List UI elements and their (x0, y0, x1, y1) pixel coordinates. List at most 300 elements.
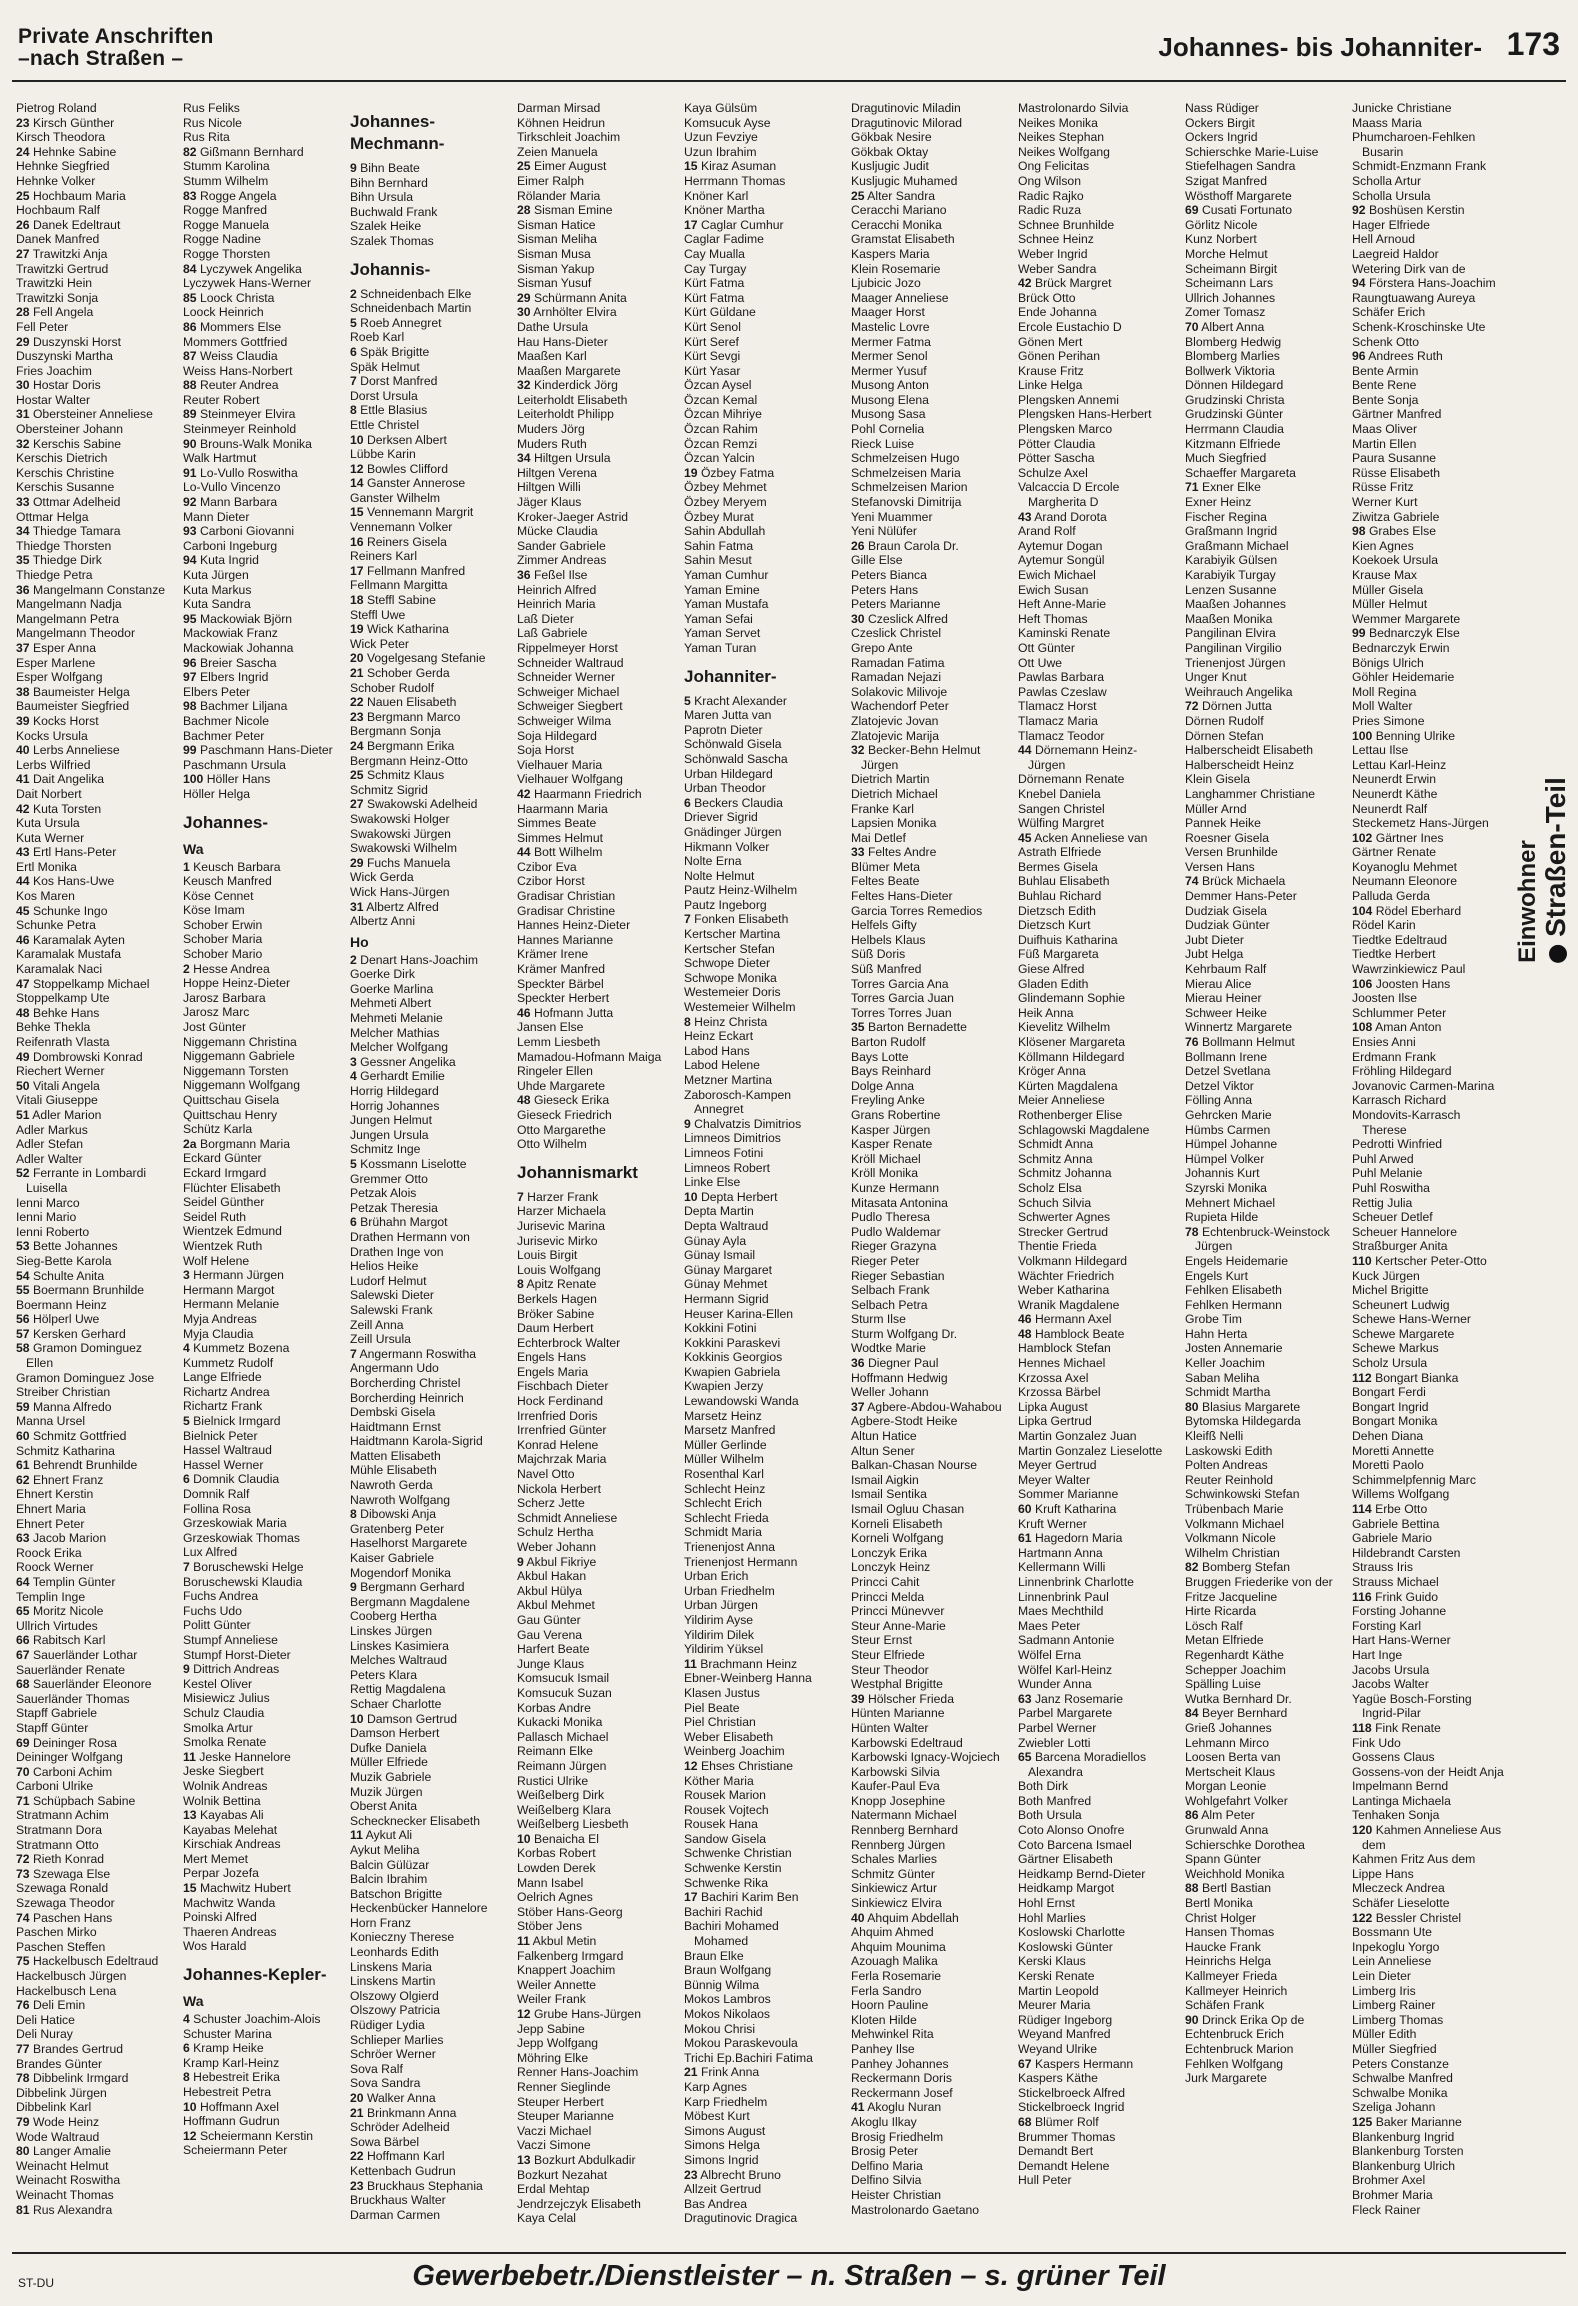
resident-name: Mermer Yusuf (851, 363, 927, 378)
resident-name: Yeni Nülüfer (851, 524, 917, 539)
resident-name: Dittrich Andreas (193, 1662, 280, 1677)
resident-name: Bott Wilhelm (533, 845, 603, 860)
resident-entry (350, 447, 513, 462)
resident-entry (183, 1312, 346, 1327)
resident-name: Heinrichs Helga (1185, 1954, 1272, 1969)
resident-entry (1185, 130, 1348, 145)
resident-entry (684, 1978, 847, 1993)
resident-name: Konrad Helene (517, 1437, 599, 1452)
resident-entry (851, 203, 1014, 218)
resident-name: Michel Brigitte (1352, 1283, 1429, 1298)
house-number: 47 (16, 976, 30, 991)
resident-entry (1352, 670, 1512, 685)
resident-entry (183, 2100, 346, 2115)
district-heading: Ho (350, 933, 369, 950)
resident-entry (1352, 1283, 1512, 1298)
resident-name: Harfert Beate (517, 1642, 590, 1657)
resident-name: Vitali Giuseppe (16, 1093, 98, 1108)
resident-entry (16, 758, 179, 773)
resident-entry (1185, 407, 1348, 422)
resident-name: Lange Elfriede (183, 1370, 262, 1385)
resident-name: Bongart Bianka (1375, 1370, 1459, 1385)
resident-entry (183, 1472, 346, 1487)
resident-entry (851, 2203, 1014, 2218)
resident-name: Garcia Torres Remedios (851, 903, 983, 918)
resident-name: Bytomska Hildegarda (1185, 1414, 1301, 1429)
resident-entry (851, 1560, 1014, 1575)
resident-name: Ienni Marco (16, 1195, 80, 1210)
resident-entry (183, 1706, 346, 1721)
resident-entry (1185, 393, 1348, 408)
resident-name: Kirsch Theodora (16, 130, 106, 145)
resident-entry (1352, 699, 1512, 714)
resident-entry (183, 305, 346, 320)
resident-entry (684, 1569, 847, 1584)
resident-name: Baumeister Siegfried (16, 699, 130, 714)
resident-entry (183, 1648, 346, 1663)
resident-name: Kocks Ursula (16, 728, 88, 743)
house-number: 122 (1352, 1910, 1373, 1925)
resident-entry (183, 159, 346, 174)
house-number: 80 (1185, 1399, 1199, 1414)
resident-entry (684, 174, 847, 189)
resident-entry (183, 656, 346, 671)
resident-entry (350, 1201, 513, 1216)
resident-name: Fell Angela (32, 305, 94, 320)
resident-entry (851, 174, 1014, 189)
resident-name: Gökbak Nesire (851, 130, 932, 145)
resident-name: Schäfen Frank (1185, 1998, 1265, 2013)
house-number: 22 (350, 695, 364, 710)
resident-name: Linskens Maria (350, 1959, 432, 1974)
resident-entry (1352, 2071, 1512, 2086)
resident-entry (684, 422, 847, 437)
house-number: 30 (16, 378, 30, 393)
resident-name: Neikes Stephan (1018, 130, 1105, 145)
resident-name: Weber Johann (517, 1540, 597, 1554)
resident-entry (183, 1181, 346, 1196)
house-number: 8 (684, 1014, 691, 1029)
resident-name: Reuter Andrea (199, 378, 279, 393)
resident-name: Bruckhaus Walter (350, 2193, 446, 2208)
resident-entry (851, 2071, 1014, 2086)
resident-name: Rieth Konrad (32, 1852, 105, 1867)
resident-name: Maager Horst (851, 305, 925, 320)
resident-entry (851, 874, 1014, 889)
resident-name: Frink Guido (1375, 1589, 1439, 1604)
resident-entry (1185, 1940, 1348, 1955)
resident-entry (684, 1890, 847, 1905)
resident-entry (1352, 1196, 1512, 1211)
resident-entry (517, 626, 680, 641)
resident-entry (684, 101, 847, 116)
resident-entry (851, 539, 1014, 554)
resident-entry (350, 1901, 513, 1916)
resident-entry (350, 1084, 513, 1099)
resident-name: Christ Holger (1185, 1910, 1257, 1925)
resident-name: Keller Joachim (1185, 1356, 1265, 1371)
resident-entry (1018, 787, 1181, 802)
resident-entry (350, 2106, 513, 2121)
house-number: 60 (1018, 1502, 1032, 1516)
resident-name: Schierschke Marie-Luise (1185, 144, 1319, 159)
resident-name: Johannis Kurt (1185, 1166, 1260, 1181)
resident-entry (851, 159, 1014, 174)
resident-entry (16, 1502, 179, 1517)
resident-name: Korneli Wolfgang (851, 1531, 944, 1546)
resident-name: Kuck Jürgen (1352, 1268, 1420, 1283)
resident-name: Hagedorn Maria (1034, 1531, 1123, 1546)
resident-entry (16, 101, 179, 116)
resident-entry (350, 953, 513, 968)
resident-entry (16, 145, 179, 160)
resident-name: Danek Manfred (16, 232, 100, 247)
resident-name: Straßburger Anita (1352, 1239, 1448, 1254)
resident-entry (517, 1788, 680, 1803)
resident-entry (1018, 1575, 1181, 1590)
resident-entry (1018, 1517, 1181, 1532)
resident-entry (517, 1613, 680, 1628)
resident-name: Natermann Michael (851, 1808, 957, 1823)
house-number: 7 (350, 374, 357, 389)
resident-name: Ebner-Weinberg Hanna (684, 1671, 812, 1686)
resident-name: Weißelberg Dirk (517, 1788, 605, 1803)
resident-name: Laß Dieter (517, 611, 574, 626)
resident-entry (1352, 1779, 1512, 1794)
resident-name: Caglar Fadime (684, 232, 764, 247)
resident-entry (183, 145, 346, 160)
resident-entry (183, 1662, 346, 1677)
resident-name: Rüdiger Ingeborg (1018, 2012, 1113, 2027)
resident-entry (684, 1832, 847, 1847)
resident-name: Plengsken Hans-Herbert (1018, 407, 1152, 422)
house-number: 12 (350, 461, 364, 476)
resident-name: Becker-Behn Helmut (867, 743, 981, 758)
resident-entry (1185, 1210, 1348, 1225)
resident-entry (16, 203, 179, 218)
house-number: 48 (1018, 1326, 1032, 1341)
resident-name: Seidel Günther (183, 1195, 265, 1210)
resident-entry (851, 1123, 1014, 1138)
resident-entry (1185, 1648, 1348, 1663)
resident-entry (1352, 1356, 1512, 1371)
resident-entry (851, 1546, 1014, 1561)
resident-name: Annegret (694, 1102, 744, 1117)
house-number: 53 (16, 1239, 30, 1254)
resident-name: Forsting Karl (1352, 1618, 1422, 1633)
resident-name: Mehwinkel Rita (851, 2027, 934, 2042)
resident-name: Bongart Ingrid (1352, 1399, 1429, 1414)
resident-name: Reiners Karl (350, 549, 418, 564)
resident-entry (1352, 1502, 1512, 1517)
resident-entry (1018, 495, 1181, 510)
resident-entry (684, 466, 847, 481)
resident-entry (851, 831, 1014, 846)
house-number: 76 (16, 1998, 30, 2013)
resident-entry (350, 1507, 513, 1522)
resident-name: Stapff Günter (16, 1720, 89, 1735)
resident-name: Komsucuk Ayse (684, 115, 771, 130)
resident-name: Pudlo Waldemar (851, 1224, 941, 1239)
resident-entry (350, 739, 513, 754)
resident-name: Scheiermann Kerstin (199, 2128, 314, 2143)
resident-name: Karp Agnes (684, 2079, 748, 2094)
resident-name: Deli Nuray (16, 2027, 73, 2042)
resident-entry (16, 1838, 179, 1853)
resident-name: Stapff Gabriele (16, 1706, 98, 1721)
page-number: 173 (1506, 26, 1560, 62)
resident-name: Vogelgesang Stefanie (366, 651, 486, 666)
resident-entry (16, 218, 179, 233)
resident-name: Hünten Walter (851, 1720, 929, 1735)
resident-name: Graßmann Michael (1185, 538, 1289, 553)
resident-name: Ferla Rosemarie (851, 1969, 942, 1983)
house-number: 54 (16, 1268, 30, 1283)
house-number: 40 (16, 743, 30, 758)
resident-entry (16, 2173, 179, 2188)
resident-entry (684, 956, 847, 971)
resident-name: Spann Günter (1185, 1852, 1261, 1867)
resident-entry (684, 1788, 847, 1803)
resident-name: Yaman Cumhur (684, 568, 769, 582)
resident-entry (16, 1896, 179, 1911)
resident-entry (684, 2036, 847, 2051)
resident-entry (350, 2208, 513, 2223)
resident-entry (183, 2027, 346, 2042)
resident-entry (16, 1984, 179, 1999)
resident-name: Brück Otto (1018, 290, 1076, 305)
resident-entry (684, 869, 847, 884)
resident-name: Strauss Iris (1352, 1560, 1413, 1575)
resident-entry (350, 982, 513, 997)
resident-entry (350, 1770, 513, 1785)
resident-name: Weber Sandra (1018, 261, 1097, 276)
resident-name: Sauerländer Thomas (16, 1691, 130, 1706)
house-number: 1 (183, 859, 190, 874)
resident-entry (350, 900, 513, 915)
resident-entry (350, 1653, 513, 1668)
resident-entry (350, 967, 513, 982)
resident-entry (1185, 524, 1348, 539)
house-number: 15 (350, 505, 364, 520)
resident-name: Forsting Johanne (1352, 1604, 1447, 1619)
resident-entry (851, 1925, 1014, 1940)
resident-entry (1018, 1356, 1181, 1371)
resident-name: Maren Jutta van (684, 708, 772, 723)
resident-entry (1185, 1881, 1348, 1896)
resident-entry (1352, 1312, 1512, 1327)
resident-name: Carboni Giovanni (199, 524, 295, 539)
resident-entry (16, 1050, 179, 1065)
resident-entry (851, 1356, 1014, 1371)
resident-entry (183, 349, 346, 364)
resident-name: Bente Rene (1352, 378, 1417, 393)
resident-name: Weinberg Joachim (684, 1744, 785, 1759)
resident-entry (1352, 772, 1512, 787)
resident-name: Hager Elfriede (1352, 217, 1430, 232)
street-heading: Johannes-Mechmann- (350, 112, 445, 153)
resident-entry (183, 1939, 346, 1954)
resident-name: Mogendorf Monika (350, 1565, 451, 1580)
resident-entry (16, 1371, 179, 1386)
resident-name: Janz Rosemarie (1034, 1691, 1124, 1706)
resident-name: Giese Alfred (1018, 962, 1085, 977)
resident-name: Schäfer Erich (1352, 305, 1426, 320)
resident-entry (1185, 1181, 1348, 1196)
resident-entry (1018, 597, 1181, 612)
resident-name: Parbel Werner (1018, 1720, 1097, 1735)
resident-name: Mierau Heiner (1185, 991, 1262, 1006)
resident-name: Ott Günter (1018, 640, 1075, 655)
resident-name: Musong Sasa (851, 407, 926, 422)
resident-name: Feltes Beate (851, 874, 920, 889)
resident-name: Kaspers Maria (851, 246, 930, 261)
resident-entry (517, 393, 680, 408)
resident-name: Mangelmann Nadja (16, 597, 122, 612)
resident-entry (16, 1867, 179, 1882)
resident-entry (684, 1628, 847, 1643)
resident-entry (1352, 2057, 1512, 2072)
house-number: 42 (1018, 276, 1032, 291)
resident-entry (1185, 2057, 1348, 2072)
resident-entry (1018, 845, 1181, 860)
resident-entry (517, 1263, 680, 1278)
resident-name: Trawitzki Hein (16, 276, 93, 291)
resident-name: Trienenjost Jürgen (1185, 655, 1286, 670)
resident-name: Köther Maria (684, 1773, 754, 1788)
resident-name: Steuper Marianne (517, 2109, 614, 2124)
resident-name: Kloten Hilde (851, 2012, 917, 2027)
resident-name: Schütz Karla (183, 1122, 253, 1137)
resident-name: Mommers Else (199, 319, 282, 334)
resident-name: Mackowiak Johanna (183, 640, 294, 655)
house-number: 10 (684, 1189, 698, 1204)
resident-name: Torres Torres Juan (851, 1005, 952, 1020)
resident-name: Szigat Manfred (1185, 173, 1267, 188)
resident-name: Uzun Fevziye (684, 130, 758, 145)
resident-entry (16, 291, 179, 306)
resident-entry (16, 947, 179, 962)
resident-name: Versen Hans (1185, 859, 1255, 874)
resident-name: Lewandowski Wanda (684, 1394, 799, 1409)
resident-entry (1185, 1429, 1348, 1444)
resident-entry (1352, 2188, 1512, 2203)
resident-entry (851, 1093, 1014, 1108)
resident-name: Quittschau Gisela (183, 1093, 280, 1107)
resident-name: Bente Armin (1352, 363, 1419, 378)
resident-name: Schäfer Lieselotte (1352, 1896, 1450, 1911)
resident-name: Moritz Nicole (32, 1604, 104, 1619)
resident-name: Horn Franz (350, 1915, 411, 1930)
resident-entry (851, 1969, 1014, 1984)
resident-name: Özbey Mehmet (684, 480, 767, 495)
resident-entry (183, 962, 346, 977)
resident-entry (684, 276, 847, 291)
resident-name: Fleck Rainer (1352, 2202, 1421, 2217)
resident-entry (1352, 597, 1512, 612)
resident-entry (183, 539, 346, 554)
house-number: 86 (183, 319, 197, 334)
resident-entry (1018, 947, 1181, 962)
resident-entry (16, 539, 179, 554)
resident-name: Kramp Karl-Heinz (183, 2055, 280, 2070)
resident-entry (1352, 2130, 1512, 2145)
resident-name: Weber Ingrid (1018, 246, 1088, 261)
resident-name: Zwiebler Lotti (1018, 1735, 1091, 1750)
house-number: 69 (1185, 203, 1199, 218)
resident-name: Wetering Dirk van de (1352, 261, 1466, 276)
resident-entry (1352, 685, 1512, 700)
resident-entry (1185, 816, 1348, 831)
resident-entry (684, 1817, 847, 1832)
resident-entry (1185, 1473, 1348, 1488)
resident-entry (16, 1619, 179, 1634)
resident-entry (684, 1846, 847, 1861)
resident-entry (183, 1866, 346, 1881)
resident-entry (684, 1204, 847, 1219)
resident-name: Kos Maren (16, 889, 75, 904)
resident-name: Niggemann Torsten (183, 1063, 289, 1078)
resident-entry (1185, 626, 1348, 641)
resident-entry (1185, 262, 1348, 277)
resident-name: Neunerdt Erwin (1352, 772, 1436, 787)
resident-name: Jungen Helmut (350, 1113, 432, 1128)
resident-entry (350, 996, 513, 1011)
resident-name: Ramadan Nejazi (851, 670, 942, 685)
resident-name: Höller Helga (183, 786, 251, 801)
resident-name: Labod Hans (684, 1043, 750, 1058)
house-number: 32 (851, 743, 865, 758)
resident-entry (1352, 2203, 1512, 2218)
resident-name: Jepp Wolfgang (517, 2036, 599, 2051)
resident-name: Echtenbruck Marion (1185, 2041, 1294, 2056)
resident-name: Späk Brigitte (360, 344, 430, 359)
resident-entry (16, 2144, 179, 2159)
resident-entry (1018, 305, 1181, 320)
resident-entry (350, 1420, 513, 1435)
resident-name: Ferrante in Lombardi (32, 1166, 147, 1181)
resident-entry (1185, 904, 1348, 919)
resident-entry (1185, 218, 1348, 233)
resident-name: Tenhaken Sonja (1352, 1808, 1440, 1823)
resident-entry (16, 1823, 179, 1838)
resident-name: Thaeren Andreas (183, 1924, 277, 1939)
resident-name: Boshüsen Kerstin (1368, 203, 1465, 218)
resident-entry (16, 787, 179, 802)
resident-name: Ertl Monika (16, 859, 77, 874)
resident-name: Kaufer-Paul Eva (851, 1779, 940, 1794)
resident-entry (851, 2173, 1014, 2188)
resident-entry (517, 466, 680, 481)
resident-entry (1185, 1575, 1348, 1590)
resident-name: Keusch Barbara (193, 859, 281, 874)
resident-entry (1018, 626, 1181, 641)
resident-name: Manna Ursel (16, 1414, 86, 1429)
resident-name: Wick Peter (350, 636, 409, 651)
resident-entry (1018, 2086, 1181, 2101)
resident-name: Tirkschleit Joachim (517, 130, 621, 145)
resident-name: Rogge Nadine (183, 232, 261, 247)
resident-name: Kiraz Asuman (700, 159, 777, 174)
resident-entry (1352, 1137, 1512, 1152)
resident-name: Soja Horst (517, 743, 574, 758)
house-number: 93 (183, 524, 197, 539)
resident-name: Koyanoglu Mehmet (1352, 859, 1458, 874)
resident-name: Pötter Sascha (1018, 451, 1095, 466)
resident-name: Puhl Roswitha (1352, 1180, 1430, 1195)
resident-name: Fehlken Wolfgang (1185, 2056, 1284, 2071)
resident-name: Schuch Silvia (1018, 1195, 1092, 1210)
